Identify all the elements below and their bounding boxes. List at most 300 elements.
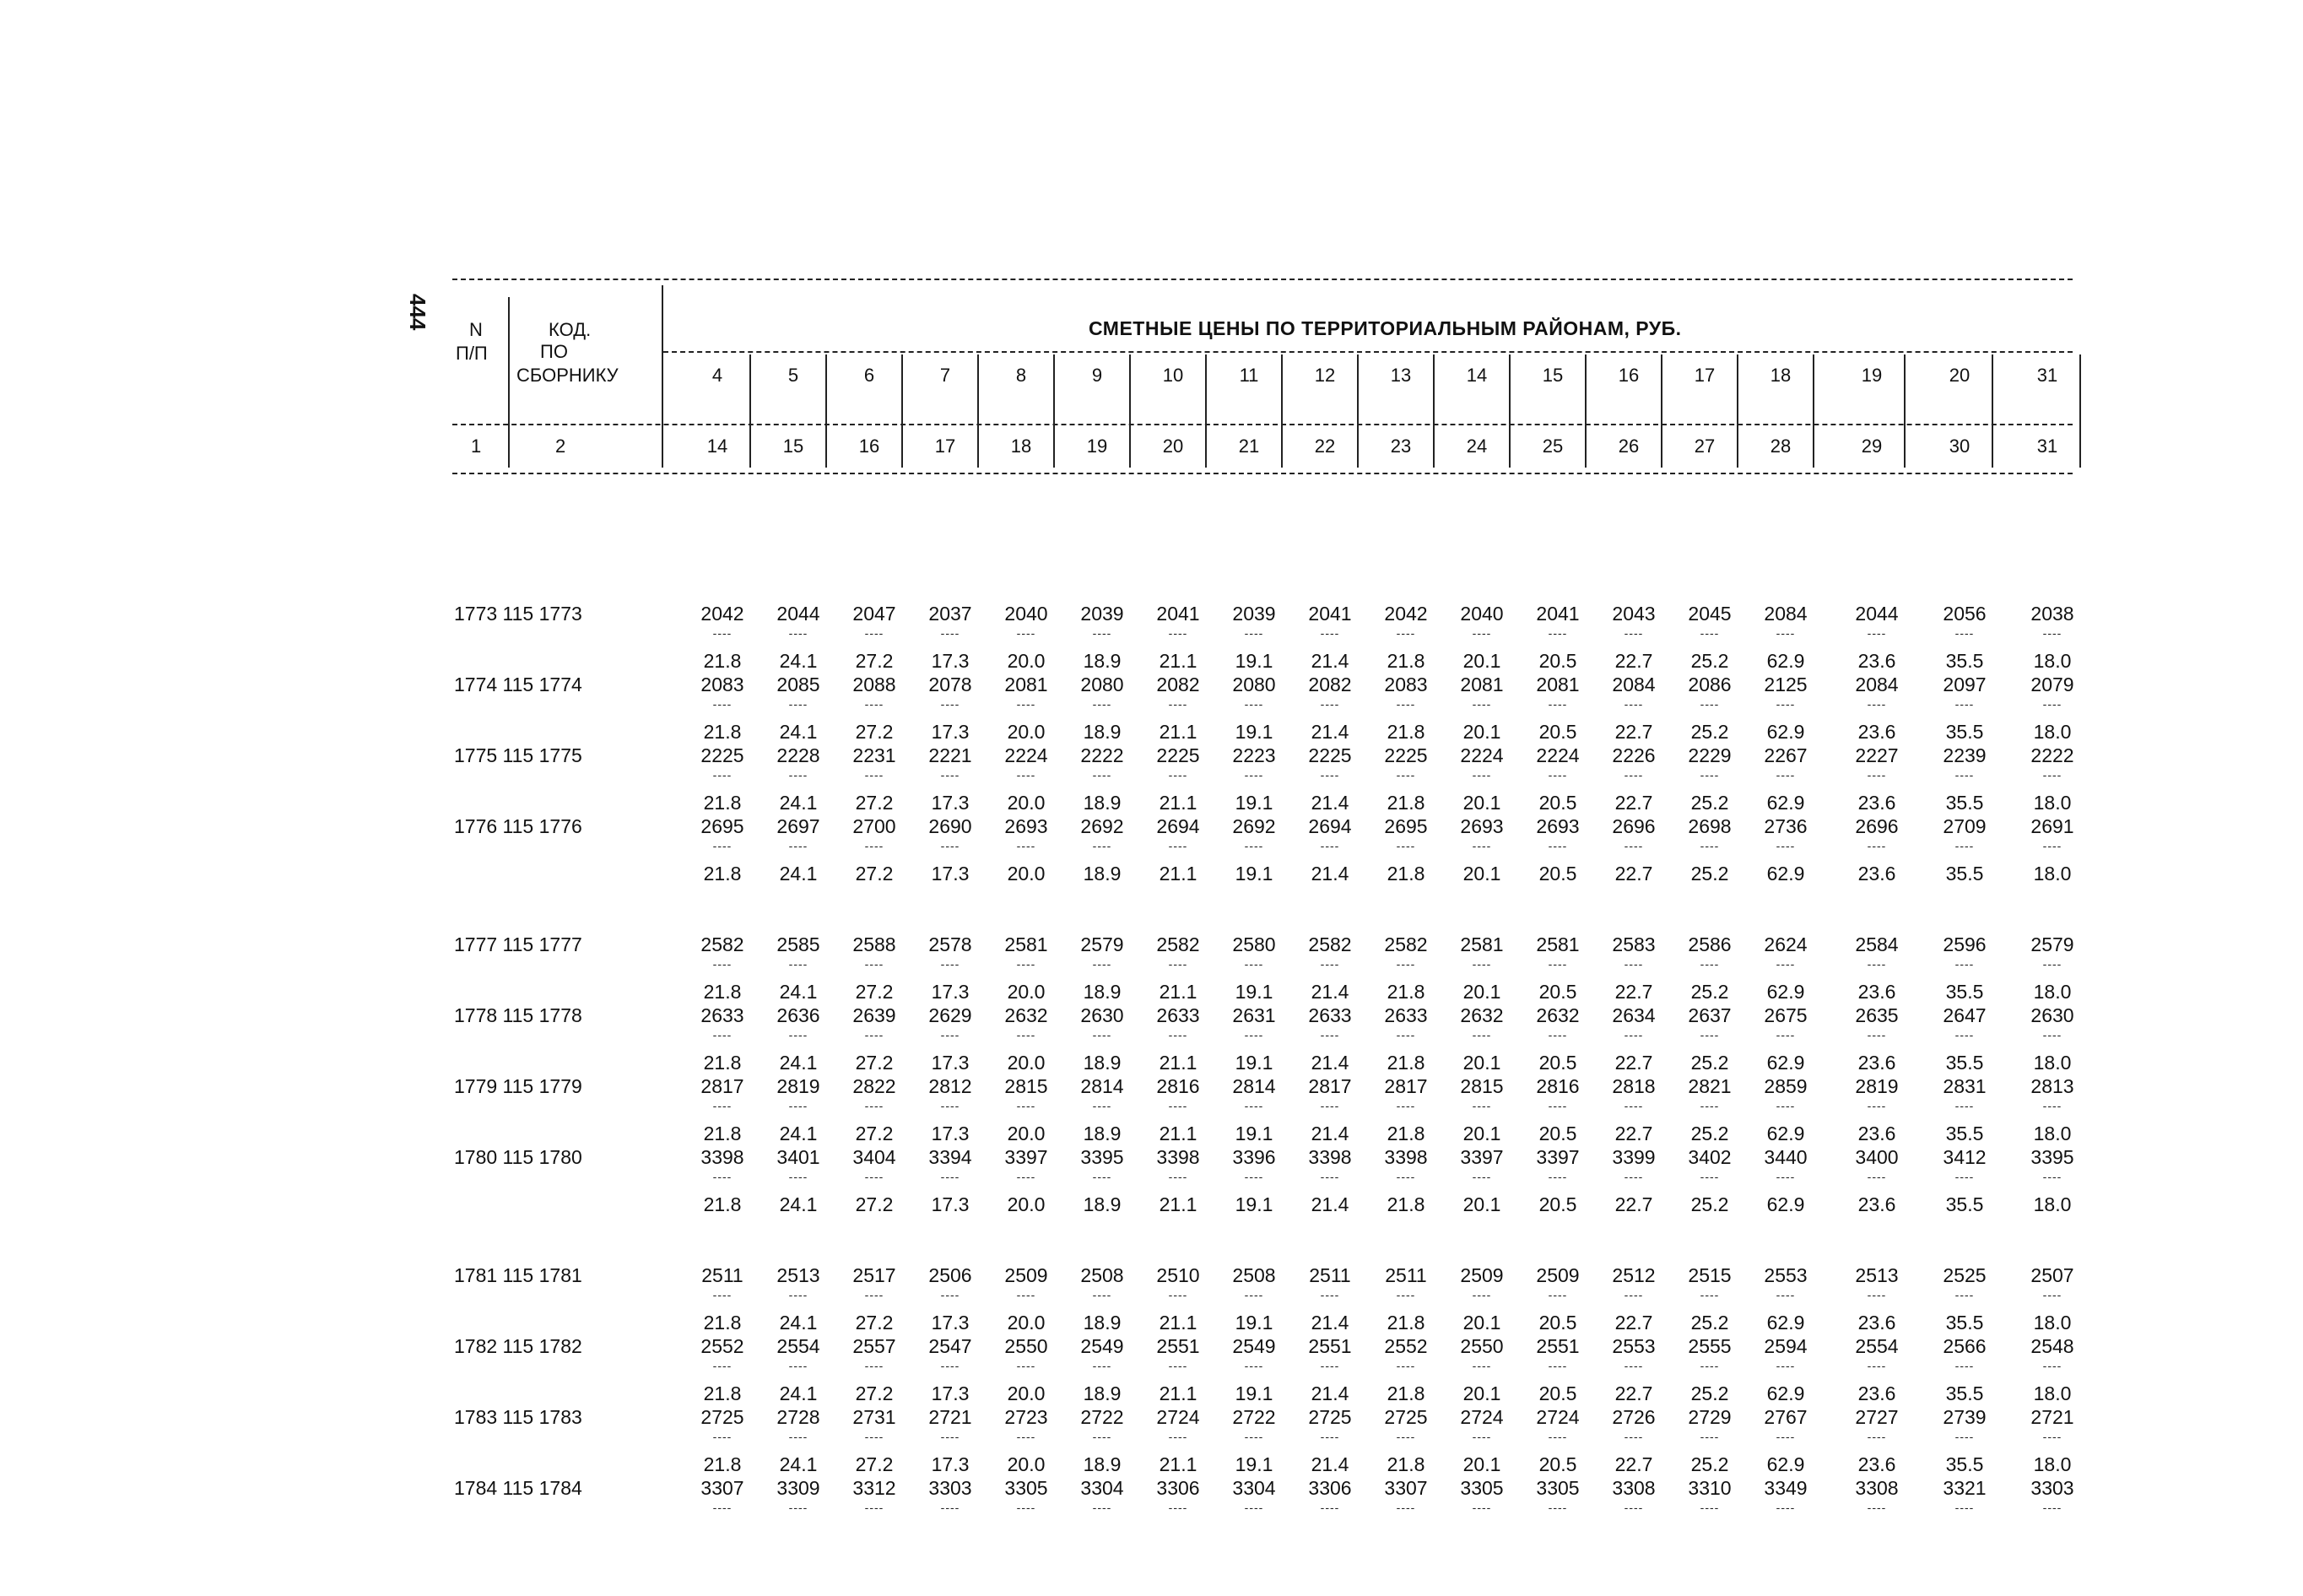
unit-value: 22.7 [1614, 650, 1653, 672]
unit-value: 23.6 [1857, 1453, 1896, 1475]
value-separator: ---- [1168, 957, 1188, 971]
price-value: 2511 [1309, 1264, 1351, 1286]
price-value: 2550 [1004, 1335, 1048, 1357]
unit-value: 62.9 [1766, 721, 1805, 743]
value-separator: ---- [712, 1099, 733, 1112]
unit-value: 22.7 [1614, 721, 1653, 743]
value-separator: ---- [940, 839, 960, 852]
unit-value: 23.6 [1857, 981, 1896, 1003]
price-value: 2725 [700, 1406, 744, 1428]
price-value: 2222 [2030, 744, 2074, 766]
price-value: 2739 [1943, 1406, 1987, 1428]
price-value: 2078 [928, 674, 972, 695]
value-separator: ---- [1396, 839, 1416, 852]
value-separator: ---- [1472, 1430, 1492, 1443]
value-separator: ---- [712, 839, 733, 852]
column-number: 22 [1314, 436, 1336, 457]
value-separator: ---- [1867, 1430, 1887, 1443]
price-value: 2767 [1764, 1406, 1808, 1428]
price-value: 2736 [1764, 815, 1808, 837]
value-separator: ---- [1624, 626, 1644, 640]
value-separator: ---- [1776, 768, 1796, 782]
unit-value: 22.7 [1614, 863, 1653, 885]
unit-value: 17.3 [931, 1052, 970, 1074]
value-separator: ---- [1867, 1359, 1887, 1372]
price-value: 3404 [852, 1146, 896, 1168]
price-value: 2637 [1688, 1004, 1732, 1026]
value-separator: ---- [1244, 697, 1264, 711]
price-value: 2221 [928, 744, 972, 766]
price-value: 2636 [776, 1004, 820, 1026]
value-separator: ---- [788, 1359, 808, 1372]
price-value: 2511 [1385, 1264, 1427, 1286]
row-label: 1783 115 1783 [454, 1406, 582, 1428]
unit-value: 25.2 [1690, 1453, 1729, 1475]
price-value: 2697 [776, 815, 820, 837]
value-separator: ---- [1548, 839, 1568, 852]
value-separator: ---- [1700, 1028, 1720, 1041]
unit-value: 25.2 [1690, 1193, 1729, 1215]
unit-value: 21.1 [1159, 863, 1197, 885]
price-value: 3304 [1080, 1477, 1124, 1499]
price-value: 2553 [1764, 1264, 1808, 1286]
unit-value: 35.5 [1945, 721, 1984, 743]
value-separator: ---- [1867, 697, 1887, 711]
unit-value: 25.2 [1690, 1312, 1729, 1334]
column-number: 29 [1861, 436, 1883, 457]
price-value: 2815 [1004, 1075, 1048, 1097]
value-separator: ---- [1092, 1170, 1112, 1183]
row-label: 1773 115 1773 [454, 603, 582, 625]
value-separator: ---- [1954, 1288, 1975, 1301]
price-value: 2083 [1384, 674, 1428, 695]
region-number: 11 [1239, 365, 1259, 386]
column-number: 27 [1694, 436, 1716, 457]
unit-value: 20.1 [1462, 721, 1501, 743]
value-separator: ---- [864, 957, 884, 971]
value-separator: ---- [1954, 626, 1975, 640]
unit-value: 20.1 [1462, 650, 1501, 672]
unit-value: 20.0 [1007, 1453, 1046, 1475]
value-separator: ---- [1396, 768, 1416, 782]
value-separator: ---- [1092, 1099, 1112, 1112]
value-separator: ---- [2042, 957, 2062, 971]
price-value: 2831 [1943, 1075, 1987, 1097]
unit-value: 35.5 [1945, 1312, 1984, 1334]
price-value: 2566 [1943, 1335, 1987, 1357]
unit-value: 21.1 [1159, 792, 1197, 814]
region-column-divider [825, 354, 827, 468]
value-separator: ---- [2042, 839, 2062, 852]
price-value: 2513 [776, 1264, 820, 1286]
value-separator: ---- [1954, 1099, 1975, 1112]
unit-value: 21.1 [1159, 650, 1197, 672]
price-value: 2097 [1943, 674, 1987, 695]
region-column-divider [1129, 354, 1131, 468]
unit-value: 19.1 [1235, 863, 1273, 885]
price-value: 2815 [1460, 1075, 1504, 1097]
unit-value: 17.3 [931, 1193, 970, 1215]
column-number: 17 [934, 436, 956, 457]
region-number: 12 [1314, 365, 1336, 386]
column-number: 31 [2036, 436, 2058, 457]
region-number: 8 [1015, 365, 1027, 386]
value-separator: ---- [1092, 839, 1112, 852]
unit-value: 21.8 [703, 1123, 742, 1144]
value-separator: ---- [1867, 839, 1887, 852]
unit-value: 20.0 [1007, 721, 1046, 743]
price-value: 2579 [2030, 933, 2074, 955]
value-separator: ---- [1867, 1288, 1887, 1301]
value-separator: ---- [1548, 1170, 1568, 1183]
unit-value: 21.8 [703, 792, 742, 814]
unit-value: 25.2 [1690, 1052, 1729, 1074]
value-separator: ---- [712, 1170, 733, 1183]
unit-value: 35.5 [1945, 1123, 1984, 1144]
unit-value: 21.4 [1311, 1312, 1349, 1334]
value-separator: ---- [1244, 1288, 1264, 1301]
price-value: 2549 [1232, 1335, 1276, 1357]
region-column-divider [2079, 354, 2081, 468]
price-value: 2819 [1855, 1075, 1899, 1097]
price-value: 2511 [701, 1264, 743, 1286]
unit-value: 20.0 [1007, 1382, 1046, 1404]
value-separator: ---- [1776, 1501, 1796, 1514]
price-value: 2582 [700, 933, 744, 955]
unit-value: 20.0 [1007, 1312, 1046, 1334]
value-separator: ---- [712, 1359, 733, 1372]
unit-value: 62.9 [1766, 863, 1805, 885]
unit-value: 18.0 [2033, 721, 2072, 743]
unit-value: 18.9 [1083, 1312, 1122, 1334]
value-separator: ---- [1320, 839, 1340, 852]
value-separator: ---- [940, 1430, 960, 1443]
unit-value: 20.0 [1007, 1193, 1046, 1215]
value-separator: ---- [788, 1430, 808, 1443]
value-separator: ---- [940, 1359, 960, 1372]
unit-value: 21.8 [1387, 650, 1425, 672]
unit-value: 18.0 [2033, 1193, 2072, 1215]
column-number: 14 [706, 436, 728, 457]
row-label: 1776 115 1776 [454, 815, 582, 837]
value-separator: ---- [788, 1288, 808, 1301]
unit-value: 19.1 [1235, 1123, 1273, 1144]
value-separator: ---- [788, 1501, 808, 1514]
price-value: 2508 [1080, 1264, 1124, 1286]
price-value: 2721 [928, 1406, 972, 1428]
price-value: 2229 [1688, 744, 1732, 766]
price-value: 3397 [1004, 1146, 1048, 1168]
region-column-divider [1053, 354, 1055, 468]
table-title: СМЕТНЫЕ ЦЕНЫ ПО ТЕРРИТОРИАЛЬНЫМ РАЙОНАМ, РУБ. [1089, 317, 1682, 339]
unit-value: 21.4 [1311, 1382, 1349, 1404]
value-separator: ---- [1244, 1028, 1264, 1041]
unit-value: 35.5 [1945, 981, 1984, 1003]
value-separator: ---- [1624, 1430, 1644, 1443]
value-separator: ---- [1548, 1430, 1568, 1443]
value-separator: ---- [1320, 1359, 1340, 1372]
price-value: 2692 [1232, 815, 1276, 837]
region-column-divider [1357, 354, 1359, 468]
unit-value: 21.8 [1387, 792, 1425, 814]
value-separator: ---- [788, 839, 808, 852]
value-separator: ---- [712, 768, 733, 782]
unit-value: 20.1 [1462, 1312, 1501, 1334]
value-separator: ---- [1016, 1288, 1036, 1301]
unit-value: 20.5 [1538, 1052, 1577, 1074]
price-value: 2817 [1384, 1075, 1428, 1097]
row-label: 1782 115 1782 [454, 1335, 582, 1357]
value-separator: ---- [864, 697, 884, 711]
value-separator: ---- [1472, 626, 1492, 640]
price-value: 2817 [700, 1075, 744, 1097]
price-value: 3321 [1943, 1477, 1987, 1499]
value-separator: ---- [1624, 697, 1644, 711]
unit-value: 21.1 [1159, 1193, 1197, 1215]
price-value: 2084 [1612, 674, 1656, 695]
price-value: 3440 [1764, 1146, 1808, 1168]
value-separator: ---- [940, 1170, 960, 1183]
unit-value: 21.1 [1159, 981, 1197, 1003]
price-value: 2551 [1536, 1335, 1580, 1357]
value-separator: ---- [1700, 626, 1720, 640]
unit-value: 17.3 [931, 1382, 970, 1404]
price-value: 2632 [1004, 1004, 1048, 1026]
value-separator: ---- [1244, 1430, 1264, 1443]
value-separator: ---- [712, 1028, 733, 1041]
unit-value: 20.0 [1007, 981, 1046, 1003]
unit-value: 22.7 [1614, 1453, 1653, 1475]
value-separator: ---- [2042, 626, 2062, 640]
value-separator: ---- [788, 1099, 808, 1112]
region-column-divider [1433, 354, 1435, 468]
unit-value: 20.0 [1007, 1052, 1046, 1074]
value-separator: ---- [1776, 1288, 1796, 1301]
price-value: 2631 [1232, 1004, 1276, 1026]
value-separator: ---- [1548, 957, 1568, 971]
price-value: 3312 [852, 1477, 896, 1499]
price-value: 2042 [1384, 603, 1428, 625]
value-separator: ---- [1776, 626, 1796, 640]
value-separator: ---- [1092, 626, 1112, 640]
value-separator: ---- [1396, 1028, 1416, 1041]
unit-value: 18.0 [2033, 1123, 2072, 1144]
price-value: 2551 [1308, 1335, 1352, 1357]
price-value: 2041 [1308, 603, 1352, 625]
col-n-label: N [469, 319, 483, 340]
price-value: 3399 [1612, 1146, 1656, 1168]
value-separator: ---- [1867, 768, 1887, 782]
value-separator: ---- [788, 1028, 808, 1041]
unit-value: 27.2 [855, 1052, 894, 1074]
price-value: 3412 [1943, 1146, 1987, 1168]
value-separator: ---- [1867, 957, 1887, 971]
price-value: 2818 [1612, 1075, 1656, 1097]
value-separator: ---- [940, 626, 960, 640]
price-value: 3394 [928, 1146, 972, 1168]
unit-value: 23.6 [1857, 792, 1896, 814]
value-separator: ---- [1092, 1288, 1112, 1301]
price-value: 2819 [776, 1075, 820, 1097]
region-number: 19 [1861, 365, 1883, 386]
price-value: 2509 [1536, 1264, 1580, 1286]
unit-value: 22.7 [1614, 792, 1653, 814]
unit-value: 27.2 [855, 1312, 894, 1334]
value-separator: ---- [1867, 626, 1887, 640]
price-value: 2814 [1080, 1075, 1124, 1097]
price-value: 3306 [1156, 1477, 1200, 1499]
unit-value: 20.0 [1007, 650, 1046, 672]
price-value: 2814 [1232, 1075, 1276, 1097]
value-separator: ---- [1700, 1099, 1720, 1112]
price-value: 2040 [1004, 603, 1048, 625]
value-separator: ---- [1472, 1501, 1492, 1514]
unit-value: 20.5 [1538, 981, 1577, 1003]
value-separator: ---- [1954, 1359, 1975, 1372]
value-separator: ---- [1776, 957, 1796, 971]
value-separator: ---- [1954, 1170, 1975, 1183]
price-value: 2509 [1004, 1264, 1048, 1286]
unit-value: 25.2 [1690, 1123, 1729, 1144]
unit-value: 21.4 [1311, 792, 1349, 814]
unit-value: 19.1 [1235, 650, 1273, 672]
price-value: 2041 [1536, 603, 1580, 625]
value-separator: ---- [1548, 768, 1568, 782]
price-value: 2554 [776, 1335, 820, 1357]
price-value: 2722 [1080, 1406, 1124, 1428]
unit-value: 21.1 [1159, 1052, 1197, 1074]
unit-value: 20.5 [1538, 863, 1577, 885]
unit-value: 21.8 [1387, 1123, 1425, 1144]
value-separator: ---- [712, 626, 733, 640]
region-number: 4 [711, 365, 723, 386]
price-value: 2038 [2030, 603, 2074, 625]
price-value: 2695 [1384, 815, 1428, 837]
value-separator: ---- [2042, 1099, 2062, 1112]
price-value: 2039 [1232, 603, 1276, 625]
value-separator: ---- [1244, 1501, 1264, 1514]
unit-value: 35.5 [1945, 792, 1984, 814]
price-value: 3307 [1384, 1477, 1428, 1499]
price-value: 2822 [852, 1075, 896, 1097]
unit-value: 20.1 [1462, 981, 1501, 1003]
region-column-divider [1205, 354, 1207, 468]
value-separator: ---- [1954, 1028, 1975, 1041]
column-number: 16 [858, 436, 880, 457]
price-value: 2222 [1080, 744, 1124, 766]
unit-value: 23.6 [1857, 650, 1896, 672]
price-value: 2812 [928, 1075, 972, 1097]
unit-value: 18.9 [1083, 981, 1122, 1003]
region-column-divider [1585, 354, 1587, 468]
unit-value: 23.6 [1857, 1123, 1896, 1144]
value-separator: ---- [1700, 957, 1720, 971]
unit-value: 62.9 [1766, 981, 1805, 1003]
price-value: 2694 [1156, 815, 1200, 837]
column-number: 24 [1466, 436, 1488, 457]
region-column-divider [1661, 354, 1662, 468]
value-separator: ---- [1320, 957, 1340, 971]
price-value: 2725 [1384, 1406, 1428, 1428]
unit-value: 21.8 [703, 1052, 742, 1074]
unit-value: 62.9 [1766, 650, 1805, 672]
unit-value: 20.1 [1462, 1052, 1501, 1074]
price-value: 2548 [2030, 1335, 2074, 1357]
price-value: 2582 [1384, 933, 1428, 955]
price-value: 3308 [1612, 1477, 1656, 1499]
value-separator: ---- [1092, 768, 1112, 782]
unit-value: 21.4 [1311, 721, 1349, 743]
price-value: 2629 [928, 1004, 972, 1026]
unit-value: 23.6 [1857, 1193, 1896, 1215]
price-value: 2727 [1855, 1406, 1899, 1428]
price-value: 2632 [1460, 1004, 1504, 1026]
column-number: 23 [1390, 436, 1412, 457]
unit-value: 20.0 [1007, 863, 1046, 885]
value-separator: ---- [1168, 768, 1188, 782]
unit-value: 18.9 [1083, 1123, 1122, 1144]
price-value: 2239 [1943, 744, 1987, 766]
unit-value: 19.1 [1235, 721, 1273, 743]
price-value: 2624 [1764, 933, 1808, 955]
value-separator: ---- [864, 1099, 884, 1112]
value-separator: ---- [864, 1430, 884, 1443]
price-value: 2224 [1536, 744, 1580, 766]
price-value: 3398 [1384, 1146, 1428, 1168]
unit-value: 18.9 [1083, 1382, 1122, 1404]
value-separator: ---- [788, 768, 808, 782]
price-value: 2724 [1536, 1406, 1580, 1428]
price-value: 3398 [700, 1146, 744, 1168]
unit-value: 21.8 [703, 981, 742, 1003]
value-separator: ---- [940, 1028, 960, 1041]
unit-value: 18.9 [1083, 721, 1122, 743]
value-separator: ---- [864, 768, 884, 782]
unit-value: 24.1 [779, 1312, 818, 1334]
price-value: 2585 [776, 933, 820, 955]
price-value: 3309 [776, 1477, 820, 1499]
unit-value: 18.9 [1083, 792, 1122, 814]
unit-value: 18.0 [2033, 792, 2072, 814]
unit-value: 27.2 [855, 792, 894, 814]
unit-value: 20.1 [1462, 1453, 1501, 1475]
price-value: 2554 [1855, 1335, 1899, 1357]
price-value: 2588 [852, 933, 896, 955]
value-separator: ---- [1320, 1430, 1340, 1443]
unit-value: 18.9 [1083, 650, 1122, 672]
row-label: 1774 115 1774 [454, 674, 582, 695]
unit-value: 21.4 [1311, 981, 1349, 1003]
value-separator: ---- [1776, 1430, 1796, 1443]
value-separator: ---- [1016, 1359, 1036, 1372]
price-value: 2693 [1536, 815, 1580, 837]
price-value: 2816 [1536, 1075, 1580, 1097]
value-separator: ---- [1624, 1099, 1644, 1112]
price-value: 2083 [700, 674, 744, 695]
unit-value: 20.5 [1538, 1382, 1577, 1404]
value-separator: ---- [1092, 1430, 1112, 1443]
unit-value: 21.4 [1311, 1193, 1349, 1215]
value-separator: ---- [1776, 839, 1796, 852]
region-number: 31 [2036, 365, 2058, 386]
column-number: 30 [1949, 436, 1971, 457]
unit-value: 25.2 [1690, 1382, 1729, 1404]
unit-value: 27.2 [855, 1123, 894, 1144]
region-column-divider [1737, 354, 1738, 468]
region-number: 6 [863, 365, 875, 386]
value-separator: ---- [864, 1359, 884, 1372]
price-value: 2088 [852, 674, 896, 695]
